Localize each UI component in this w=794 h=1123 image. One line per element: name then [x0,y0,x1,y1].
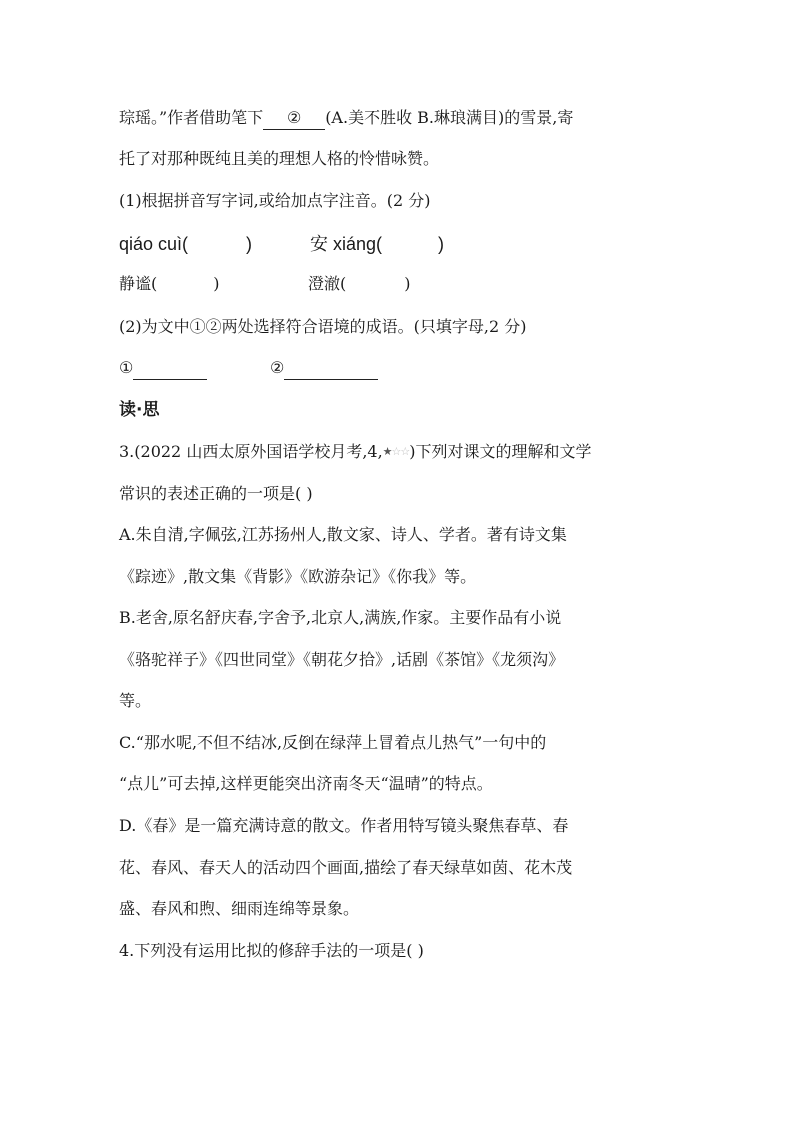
word-row-2: 澄澈( ) [308,274,411,293]
q3-stem-line1 [119,441,592,463]
q3-option-b-line2: 《骆驼祥子》《四世同堂》《朝花夕拾》,话剧《茶馆》《龙须沟》 [119,650,565,669]
blank-1-label: ① [119,358,134,377]
q3-option-c-line2: “点儿”可去掉,这样更能突出济南冬天“温晴”的特点。 [119,774,493,793]
q2-line1-text-b: (A.美不胜收 B.琳琅满目)的雪景,寄 [325,108,574,127]
blank-2-label: ② [270,358,285,377]
q2-line1-text-a: 琮瑶。”作者借助笔下 [119,108,264,127]
blank-2-input[interactable] [284,357,378,380]
q3-stem-a: 3.(2022 山西太原外国语学校月考,4, [119,442,383,461]
q2-sub1-prompt: (1)根据拼音写字词,或给加点字注音。(2 分) [119,191,431,210]
q2-line2: 托了对那种既纯且美的理想人格的怜惜咏赞。 [119,149,440,168]
pinyin-row: qiáo cuì( ) [119,234,253,254]
q3-option-a-line2: 《踪迹》,散文集《背影》《欧游杂记》《你我》等。 [119,567,477,586]
q2-line1 [119,107,573,130]
q3-stem-line2: 常识的表述正确的一项是( ) [119,484,313,503]
q3-option-c-line1: C.“那水呢,不但不结冰,反倒在绿萍上冒着点儿热气”一句中的 [119,733,547,752]
q3-option-d-line3: 盛、春风和煦、细雨连绵等景象。 [119,899,360,918]
q3-option-d-line1: D.《春》是一篇充满诗意的散文。作者用特写镜头聚焦春草、春 [119,816,569,835]
section-heading: 读·思 [119,400,160,420]
pinyin-row-2: 安 xiáng( ) [310,234,445,254]
q3-option-b-line3: 等。 [119,691,152,710]
word-item-2: 澄澈( [308,274,347,293]
q3-option-b-line1: B.老舍,原名舒庆春,字舍予,北京人,满族,作家。主要作品有小说 [119,608,562,627]
q2-sub2-prompt: (2)为文中①②两处选择符合语境的成语。(只填字母,2 分) [119,317,527,336]
pinyin-item-1: qiáo cuì( [119,234,189,254]
word-item-1: 静谧( [119,274,158,293]
q4-stem: 4.下列没有运用比拟的修辞手法的一项是( ) [119,941,424,960]
pinyin-item-2: 安 xiáng( [310,234,383,254]
q3-stem-b: )下列对课文的理解和文学 [409,442,592,461]
q3-option-a-line1: A.朱自清,字佩弦,江苏扬州人,散文家、诗人、学者。著有诗文集 [119,525,567,544]
blank-1-input[interactable] [133,357,207,380]
q3-option-d-line2: 花、春风、春天人的活动四个画面,描绘了春天绿草如茵、花木茂 [119,858,573,877]
difficulty-stars-icon: ★☆☆ [382,445,410,458]
word-row: 静谧( ) [119,274,220,293]
answer-blank-row [119,357,207,380]
answer-blank-row-2 [270,357,378,380]
q2-blank-2: ② [263,107,325,130]
